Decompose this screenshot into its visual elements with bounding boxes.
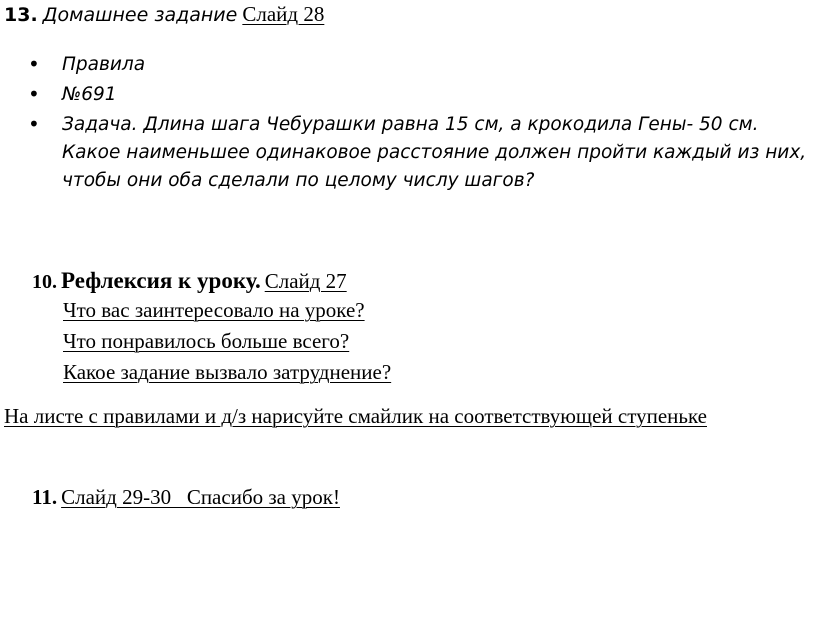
- homework-item-rules: Правила: [62, 54, 146, 75]
- reflection-number: 10.: [32, 271, 57, 293]
- bullet-icon: •: [28, 82, 40, 106]
- reflection-slide-link: Слайд 27: [264, 269, 347, 293]
- reflection-title: Рефлексия к уроку.: [61, 268, 261, 293]
- reflection-question-2: Что понравилось больше всего?: [63, 329, 350, 353]
- bullet-icon: •: [28, 112, 40, 136]
- homework-task-line-3: чтобы они оба сделали по целому числу шагов?: [62, 170, 535, 191]
- homework-number: 13.: [4, 4, 38, 26]
- homework-title: Домашнее задание: [42, 4, 238, 26]
- smiley-instruction: На листе с правилами и д/з нарисуйте смайлик на соответствующей ступеньке: [4, 404, 707, 428]
- homework-slide-link: Слайд 28: [242, 2, 325, 26]
- homework-task-line-2: Какое наименьшее одинаковое расстояние должен пройти каждый из них,: [62, 142, 807, 163]
- reflection-question-1: Что вас заинтересовало на уроке?: [63, 298, 365, 322]
- homework-heading: [4, 2, 324, 27]
- closing-text: Слайд 29-30 Спасибо за урок!: [61, 485, 340, 509]
- bullet-icon: •: [28, 52, 40, 76]
- closing-line: [32, 485, 340, 510]
- homework-task-line-1: Задача. Длина шага Чебурашки равна 15 см, а крокодила Гены- 50 см.: [62, 114, 759, 135]
- reflection-question-3: Какое задание вызвало затруднение?: [63, 360, 392, 384]
- reflection-heading: [32, 268, 347, 294]
- closing-number: 11.: [32, 485, 58, 509]
- homework-item-exercise: №691: [62, 84, 117, 105]
